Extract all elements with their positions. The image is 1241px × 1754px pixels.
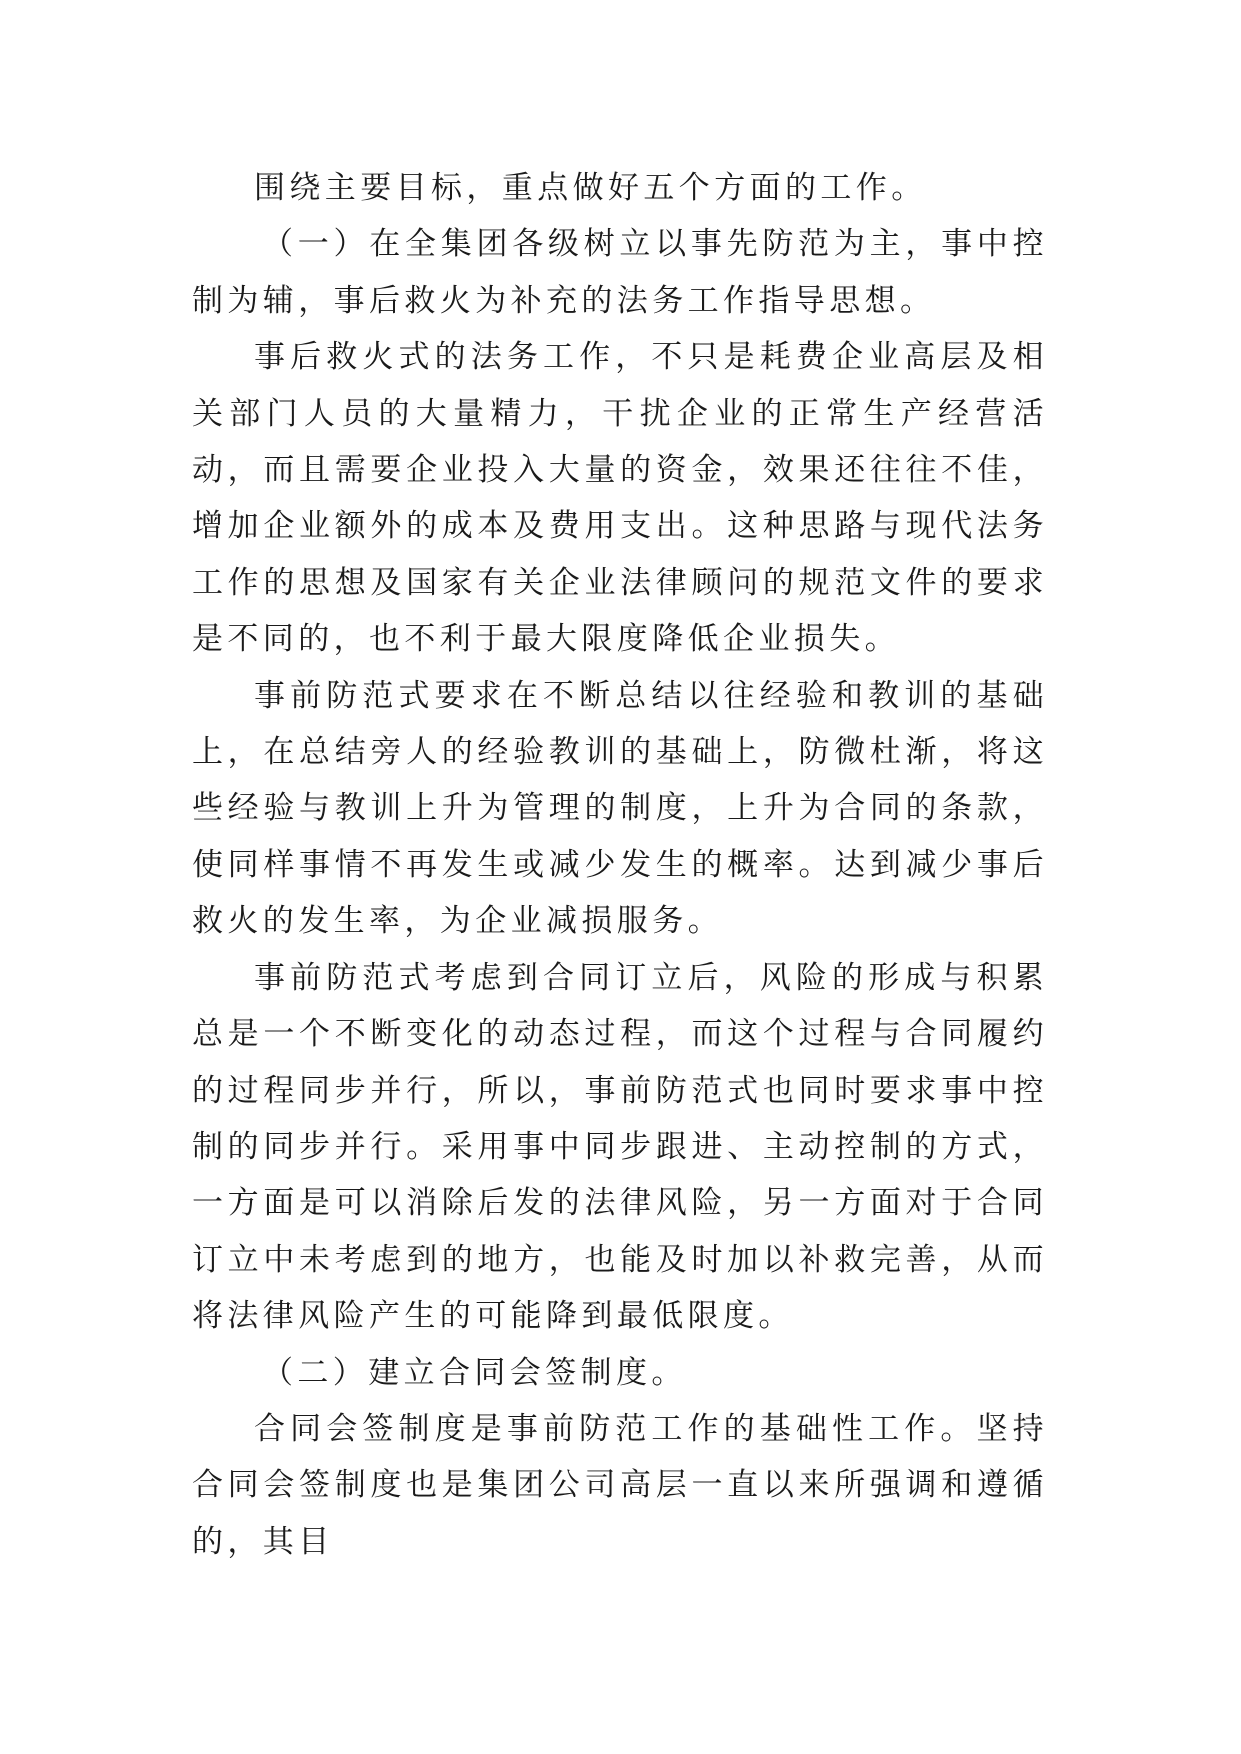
section-heading-1: （一）在全集团各级树立以事先防范为主，事中控制为辅，事后救火为补充的法务工作指导思想。: [192, 226, 1048, 319]
section-heading-2: （二）建立合同会签制度。: [262, 1354, 687, 1391]
paragraph: 事前防范式考虑到合同订立后，风险的形成与积累总是一个不断变化的动态过程，而这个过程与合同履约的过程同步并行，所以，事前防范式也同时要求事中控制的同步并行。采用事中同步跟进、主动控制的方式，一方面是可以消除后发的法律风险，另一方面对于合同订立中未考虑到的地方，也能及时加以补救完善，从而将法律风险产生的可能降到最低限度。: [192, 959, 1048, 1335]
paragraph-intro: 围绕主要目标，重点做好五个方面的工作。: [254, 170, 927, 206]
document-body: [192, 160, 1048, 1570]
paragraph: 合同会签制度是事前防范工作的基础性工作。坚持合同会签制度也是集团公司高层一直以来所强调和遵循的，其目: [192, 1410, 1048, 1560]
paragraph: 事后救火式的法务工作，不只是耗费企业高层及相关部门人员的大量精力，干扰企业的正常生产经营活动，而且需要企业投入大量的资金，效果还往往不佳，增加企业额外的成本及费用支出。这种思路与现代法务工作的思想及国家有关企业法律顾问的规范文件的要求是不同的，也不利于最大限度降低企业损失。: [192, 339, 1048, 658]
paragraph: 事前防范式要求在不断总结以往经验和教训的基础上，在总结旁人的经验教训的基础上，防微杜渐，将这些经验与教训上升为管理的制度，上升为合同的条款，使同样事情不再发生或减少发生的概率。达到减少事后救火的发生率，为企业减损服务。: [192, 677, 1048, 940]
